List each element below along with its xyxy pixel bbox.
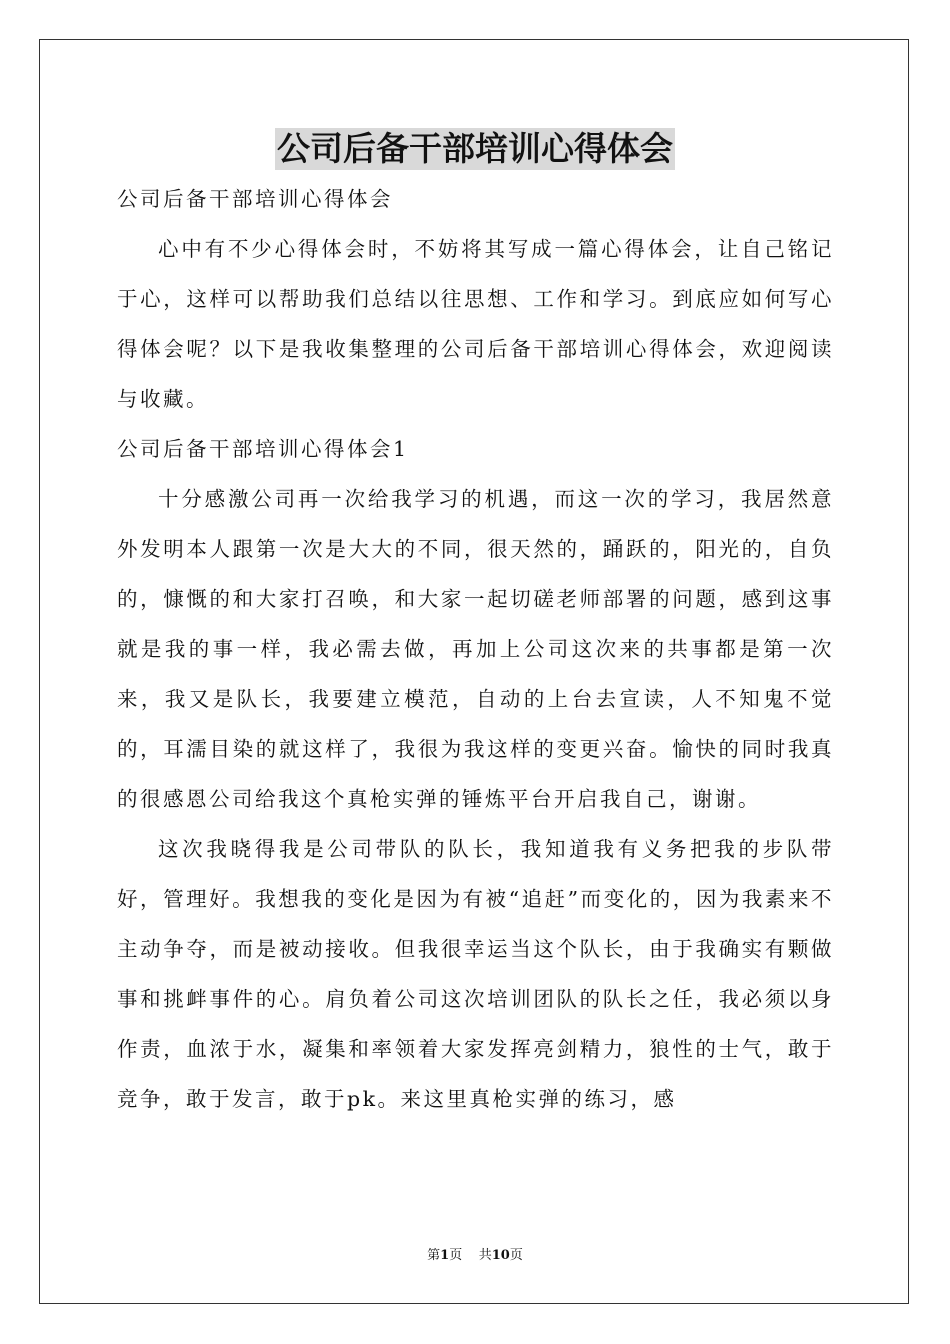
body-paragraph-1: 十分感激公司再一次给我学习的机遇，而这一次的学习，我居然意外发明本人跟第一次是大大的不同，很天然的，踊跃的，阳光的，自负的，慷慨的和大家打召唤，和大家一起切磋老师部署的问题，感到这事就是我的事一样，我必需去做，再加上公司这次来的共事都是第一次来，我又是队长，我要建立模范，自动的上台去宣读，人不知鬼不觉的，耳濡目染的就这样了，我很为我这样的变更兴奋。愉快的同时我真的很感恩公司给我这个真枪实弹的锤炼平台开启我自己，谢谢。: [117, 487, 834, 811]
document-body: [117, 174, 834, 1124]
footer-spacer: [462, 1248, 479, 1263]
page-footer: [0, 1247, 950, 1265]
footer-page-suffix: 页: [449, 1248, 463, 1263]
section-heading-1: 公司后备干部培训心得体会1: [117, 437, 409, 461]
footer-total-prefix: 共: [478, 1248, 492, 1263]
intro-paragraph: 心中有不少心得体会时，不妨将其写成一篇心得体会，让自己铭记于心，这样可以帮助我们总结以往思想、工作和学习。到底应如何写心得体会呢？以下是我收集整理的公司后备干部培训心得体会，欢迎阅读与收藏。: [117, 237, 834, 411]
subtitle-paragraph: 公司后备干部培训心得体会: [117, 187, 393, 211]
footer-page-current: 1: [440, 1248, 450, 1263]
document-title: 公司后备干部培训心得体会: [277, 129, 673, 168]
footer-page-total: 10: [491, 1248, 510, 1263]
footer-total-suffix: 页: [509, 1248, 523, 1263]
footer-page-prefix: 第: [427, 1248, 441, 1263]
title-container: [0, 128, 950, 170]
body-paragraph-2: 这次我晓得我是公司带队的队长，我知道我有义务把我的步队带好，管理好。我想我的变化是因为有被“追赶”而变化的，因为我素来不主动争夺，而是被动接收。但我很幸运当这个队长，由于我确实有颗做事和挑衅事件的心。肩负着公司这次培训团队的队长之任，我必须以身作责，血浓于水，凝集和率领着大家发挥亮剑精力，狼性的士气，敢于竞争，敢于发言，敢于pk。来这里真枪实弹的练习，感: [117, 837, 834, 1111]
